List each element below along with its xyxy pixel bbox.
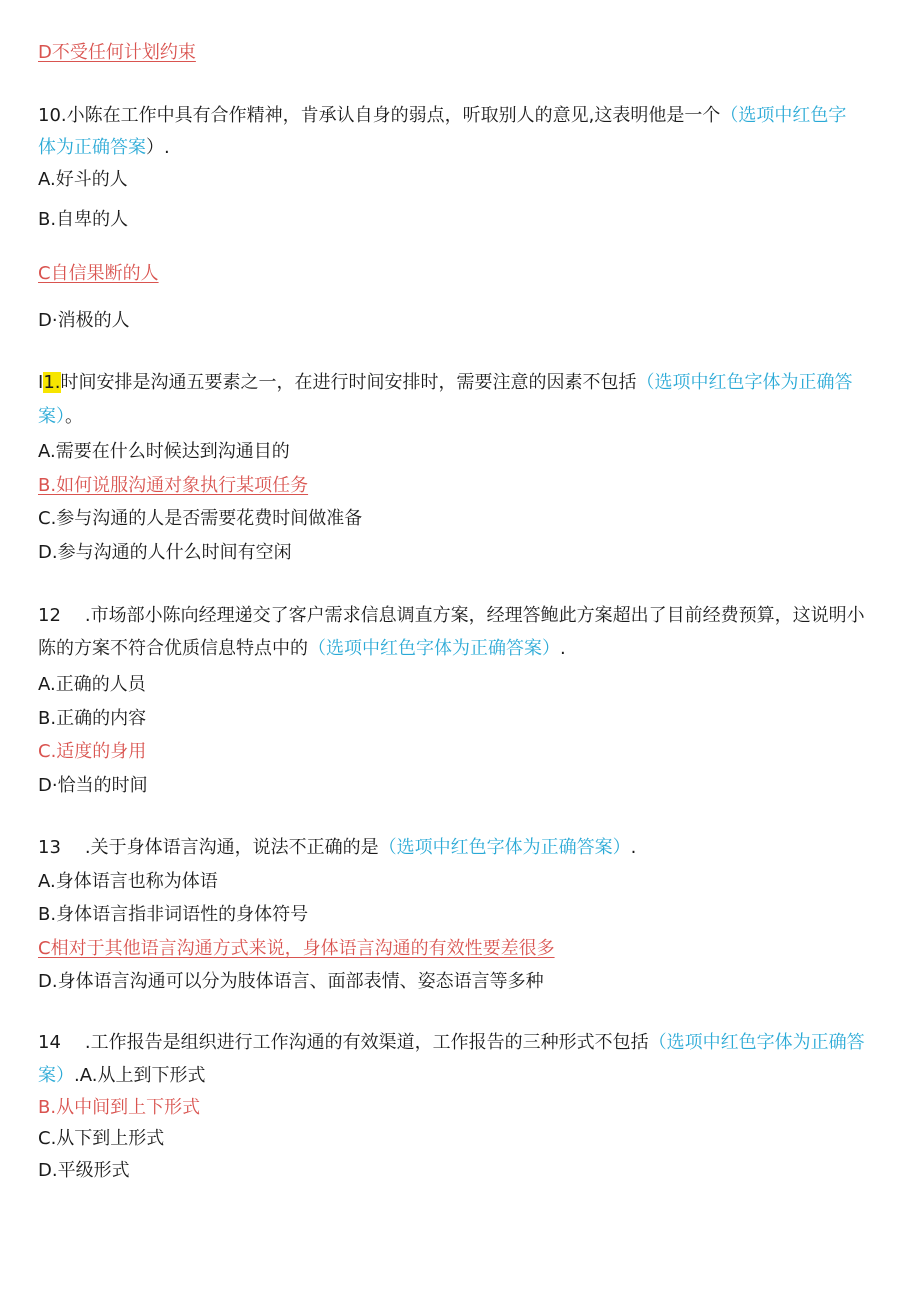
q12-stem-line2 bbox=[38, 637, 566, 661]
q11-hint: （选项中红色字体为正确答 bbox=[636, 372, 853, 393]
q10-option-d: D·消极的人 bbox=[38, 310, 130, 331]
q14-option-d: D.平级形式 bbox=[38, 1160, 130, 1181]
q11-option-c: C.参与沟通的人是否需要花费时间做准备 bbox=[38, 508, 363, 529]
q13-stem-end: . bbox=[630, 837, 637, 858]
q12-stem-end: . bbox=[560, 638, 566, 659]
q11-option-d: D.参与沟通的人什么时间有空闲 bbox=[38, 542, 292, 563]
q11-number-prefix: I bbox=[38, 372, 44, 393]
q11-stem: 时间安排是沟通五要素之一，在进行时间安排时，需要注意的因素不包括 bbox=[60, 372, 637, 393]
q12-stem-line1 bbox=[38, 604, 865, 628]
q13-hint: （选项中红色字体为正确答案） bbox=[378, 837, 631, 858]
q13-option-d: D.身体语言沟通可以分为肢体语言、面部表情、姿态语言等多种 bbox=[38, 971, 544, 992]
q12-stem-cont: 陈的方案不符合优质信息特点中的 bbox=[38, 638, 308, 659]
q11-stem-line2 bbox=[38, 405, 83, 429]
q14-option-a: .A.从上到下形式 bbox=[74, 1065, 206, 1086]
q11-option-a: A.需要在什么时候达到沟通目的 bbox=[38, 441, 290, 462]
q11-stem-end: 。 bbox=[65, 406, 83, 427]
q10-hint-cont: 体为正确答案 bbox=[38, 137, 146, 158]
q14-option-c: C.从下到上形式 bbox=[38, 1128, 165, 1149]
q12-option-c-correct: C.适度的身用 bbox=[38, 741, 147, 762]
q10-stem-end: ）. bbox=[146, 137, 170, 158]
q12-number: 12 bbox=[38, 605, 61, 626]
q12-option-a: A.正确的人员 bbox=[38, 674, 146, 695]
q10-stem-line1 bbox=[38, 104, 846, 128]
q13-option-b: B.身体语言指非词语性的身体符号 bbox=[38, 904, 309, 925]
q13-stem-line bbox=[38, 836, 636, 860]
q13-stem: .关于身体语言沟通，说法不正确的是 bbox=[84, 837, 379, 858]
q10-stem: 10.小陈在工作中具有合作精神，肯承认自身的弱点，听取别人的意见,这表明他是一个 bbox=[38, 105, 721, 126]
q10-stem-line2 bbox=[38, 136, 170, 160]
q14-stem: .工作报告是组织进行工作沟通的有效渠道，工作报告的三种形式不包括 bbox=[84, 1032, 649, 1053]
q12-stem: .市场部小陈向经理递交了客户需求信息调直方案，经理答鲍此方案超出了目前经费预算，这说明小 bbox=[84, 605, 865, 626]
q13-option-c-correct: C相对于其他语言沟通方式来说，身体语言沟通的有效性要差很多 bbox=[38, 938, 555, 959]
q12-option-b: B.正确的内容 bbox=[38, 708, 147, 729]
q14-stem-line1 bbox=[38, 1031, 865, 1055]
q14-stem-line2 bbox=[38, 1064, 205, 1088]
q11-hint-cont: 案） bbox=[38, 406, 65, 427]
q14-hint: （选项中红色字体为正确答 bbox=[648, 1032, 865, 1053]
q14-hint-cont: 案） bbox=[38, 1065, 74, 1086]
q10-option-b: B.自卑的人 bbox=[38, 209, 129, 230]
q13-number: 13 bbox=[38, 837, 61, 858]
q12-option-d: D·恰当的时间 bbox=[38, 775, 148, 796]
q10-option-c-correct: C自信果断的人 bbox=[38, 263, 159, 284]
q13-option-a: A.身体语言也称为体语 bbox=[38, 871, 218, 892]
q10-option-a: A.好斗的人 bbox=[38, 169, 128, 190]
q11-number-highlight: 1. bbox=[43, 372, 61, 393]
q14-number: 14 bbox=[38, 1032, 61, 1053]
q12-hint: （选项中红色字体为正确答案） bbox=[308, 638, 560, 659]
q11-option-b-correct: B.如何说服沟通对象执行某项任务 bbox=[38, 475, 309, 496]
q11-stem-line1 bbox=[38, 371, 853, 395]
q14-option-b-correct: B.从中间到上下形式 bbox=[38, 1097, 201, 1118]
q9-option-d-correct: D不受任何计划约束 bbox=[38, 42, 196, 63]
q10-hint: （选项中红色字 bbox=[720, 105, 847, 126]
